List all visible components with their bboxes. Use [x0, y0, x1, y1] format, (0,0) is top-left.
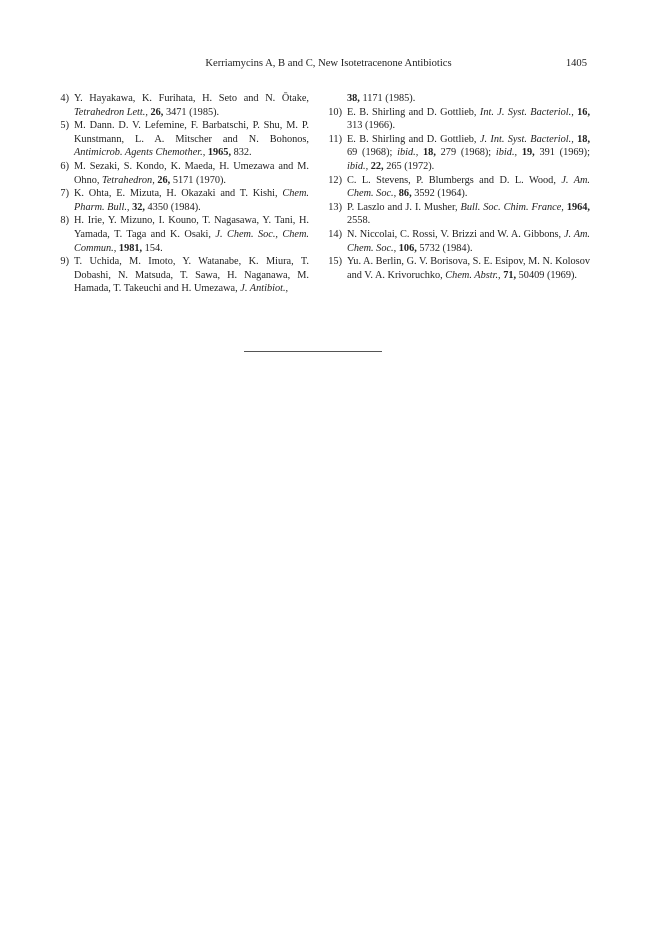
reference-text [74, 92, 309, 119]
reference-text [74, 187, 309, 214]
reference-pages: 50409 (1969). [518, 269, 577, 281]
reference-journal: Int. J. Syst. Bacteriol., [479, 106, 574, 118]
reference-volume: 38, [347, 93, 360, 104]
reference-text [347, 106, 590, 133]
reference-pages: 832. [233, 147, 252, 159]
reference-text [347, 228, 590, 255]
reference-text [74, 119, 309, 160]
reference-text [347, 174, 590, 201]
reference-14 [320, 228, 590, 255]
reference-journal: Chem. Pharm. Bull., [74, 188, 310, 213]
reference-pages: 279 (1968); [440, 147, 492, 159]
reference-4 [47, 92, 309, 119]
reference-volume: 18, [423, 147, 436, 159]
reference-volume: 18, [577, 133, 591, 145]
reference-authors: P. Laszlo and J. I. Musher, [347, 201, 458, 213]
running-title: Kerriamycins A, B and C, New Isotetracenone Antibiotics [205, 58, 452, 69]
reference-9-continued [320, 92, 590, 106]
references-left-column [47, 92, 309, 296]
reference-15 [320, 255, 590, 282]
reference-journal: J. Antibiot., [240, 283, 289, 295]
reference-authors: E. B. Shirling and D. Gottlieb, [347, 106, 477, 118]
reference-9 [47, 255, 309, 296]
reference-pages: 391 (1969); [539, 147, 590, 159]
reference-authors: K. Ohta, E. Mizuta, H. Okazaki and T. Kishi, [74, 188, 278, 200]
reference-number: 6) [60, 160, 69, 172]
references-right-column [320, 92, 590, 282]
reference-pages: 1171 (1985). [362, 93, 416, 104]
reference-text [347, 133, 590, 174]
reference-pages: 2558. [347, 215, 371, 227]
reference-8 [47, 214, 309, 255]
reference-pages: 154. [144, 242, 163, 254]
reference-number: 9) [60, 256, 69, 268]
reference-number: 4) [60, 93, 69, 104]
reference-7 [47, 187, 309, 214]
reference-text [347, 201, 590, 228]
reference-volume: 26, [150, 106, 164, 118]
reference-pages: 3592 (1964). [414, 188, 468, 200]
reference-volume: 1965, [207, 147, 232, 159]
reference-pages: 4350 (1984). [147, 201, 201, 213]
reference-authors: T. Uchida, M. Imoto, Y. Watanabe, K. Miura, T. Dobashi, N. Matsuda, T. Sawa, H. Naganawa, M. Hamada, T. Takeuchi and H. Umezawa, [74, 256, 309, 295]
page-header [0, 58, 657, 74]
reference-pages: 313 (1966). [347, 120, 396, 132]
reference-13 [320, 201, 590, 228]
reference-journal: Tetrahedron Lett., [74, 106, 148, 118]
end-rule [244, 351, 382, 352]
reference-text [74, 255, 309, 296]
reference-journal: ibid., [495, 147, 518, 159]
reference-journal: Bull. Soc. Chim. France, [460, 201, 564, 213]
reference-5 [47, 119, 309, 160]
reference-authors: M. Dann. D. V. Lefemine, F. Barbatschi, P. Shu, M. P. Kunstmann, L. A. Mitscher and N. Bohonos, [74, 120, 309, 145]
reference-authors: Y. Hayakawa, K. Furihata, H. Seto and N. Ōtake, [74, 93, 309, 104]
reference-volume: 86, [398, 188, 412, 200]
reference-number: 15) [328, 256, 342, 268]
reference-journal: J. Am. Chem. Soc., [347, 228, 590, 254]
reference-number: 13) [328, 201, 342, 213]
reference-pages: 5171 (1970). [172, 174, 227, 186]
reference-journal: Antimicrob. Agents Chemother., [74, 147, 206, 159]
reference-authors: M. Sezaki, S. Kondo, K. Maeda, H. Umezawa and M. Ohno, [74, 160, 309, 186]
reference-authors: H. Irie, Y. Mizuno, I. Kouno, T. Nagasawa, Y. Tani, H. Yamada, T. Taga and K. Osaki, [74, 215, 309, 240]
reference-pages: 69 (1968); [347, 147, 393, 159]
reference-10 [320, 106, 590, 133]
reference-6 [47, 160, 309, 187]
reference-volume: 106, [398, 242, 417, 254]
reference-text [74, 160, 309, 187]
reference-authors: Yu. A. Berlin, G. V. Borisova, S. E. Esipov, M. N. Kolosov and V. A. Krivoruchko, [347, 256, 590, 281]
reference-volume: 71, [503, 269, 517, 281]
reference-volume: 16, [577, 106, 591, 118]
reference-volume: 22, [370, 160, 384, 172]
reference-text [347, 92, 590, 106]
reference-number: 7) [60, 188, 69, 200]
reference-journal: ibid., [397, 147, 419, 159]
reference-authors: C. L. Stevens, P. Blumbergs and D. L. Wood, [347, 174, 556, 186]
reference-journal: Chem. Abstr., [445, 269, 501, 281]
reference-text [347, 255, 590, 282]
reference-number: 12) [328, 174, 342, 186]
reference-journal: J. Am. Chem. Soc., [347, 174, 590, 200]
reference-volume: 19, [521, 147, 535, 159]
reference-volume: 32, [132, 201, 145, 213]
reference-volume: 26, [157, 174, 171, 186]
reference-journal: Tetrahedron, [102, 174, 155, 186]
reference-journal: ibid., [347, 160, 369, 172]
reference-authors: E. B. Shirling and D. Gottlieb, [347, 133, 477, 145]
reference-pages: 265 (1972). [386, 160, 435, 172]
reference-number: 11) [328, 133, 342, 145]
reference-volume: 1981, [118, 242, 143, 254]
reference-number: 5) [60, 120, 69, 132]
reference-number: 10) [328, 106, 342, 118]
reference-authors: N. Niccolai, C. Rossi, V. Brizzi and W. A. Gibbons, [347, 228, 562, 240]
reference-12 [320, 174, 590, 201]
page-number: 1405 [565, 58, 587, 69]
reference-pages: 5732 (1984). [419, 242, 473, 254]
reference-volume: 1964, [566, 201, 590, 213]
reference-number: 14) [328, 228, 342, 240]
reference-11 [320, 133, 590, 174]
reference-journal: J. Chem. Soc., Chem. Commun., [74, 228, 310, 254]
reference-pages: 3471 (1985). [165, 106, 220, 118]
reference-text [74, 214, 309, 255]
reference-journal: J. Int. Syst. Bacteriol., [479, 133, 574, 145]
reference-number: 8) [60, 215, 69, 227]
